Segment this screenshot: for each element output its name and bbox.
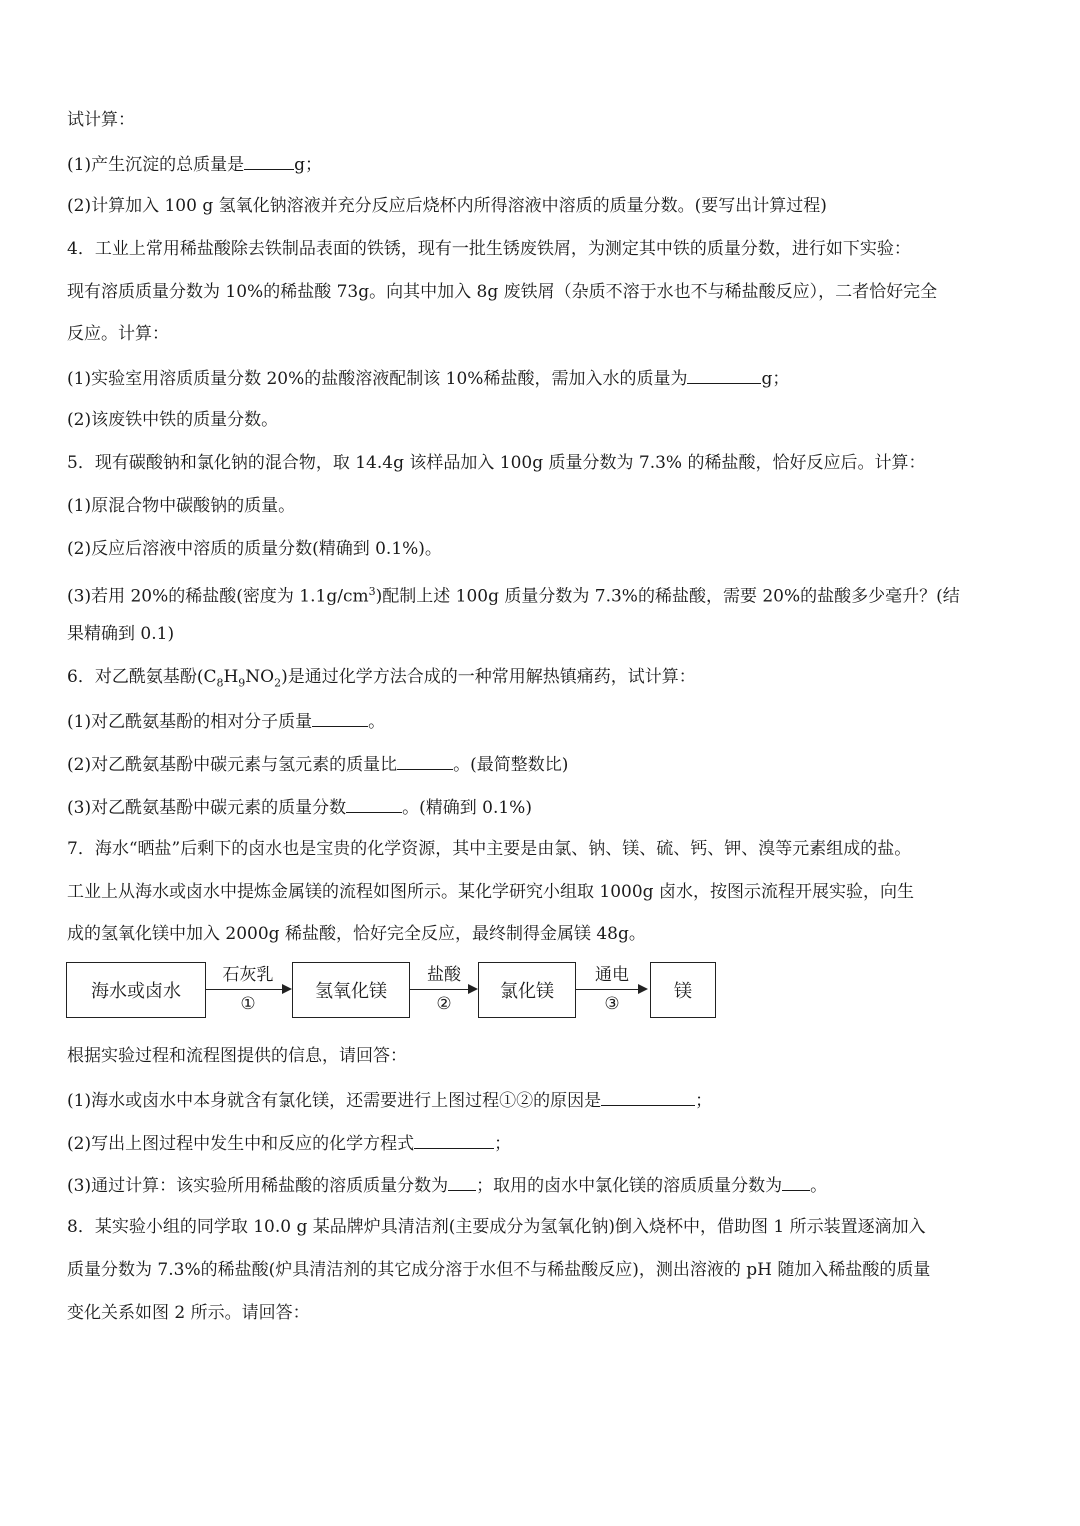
text-line (67, 708, 385, 734)
flow-arrow-step: ① (240, 994, 256, 1014)
text-line (67, 1258, 930, 1282)
question-5-text: 果精确到 0.1) (67, 624, 175, 644)
question-text: (1)产生沉淀的总质量是 (67, 155, 245, 175)
answer-blank (397, 751, 453, 770)
flow-box-seawater: 海水或卤水 (66, 962, 206, 1018)
question-7-text: 成的氢氧化镁中加入 2000g 稀盐酸，恰好完全反应，最终制得金属镁 48g。 (67, 924, 646, 944)
flow-box-magnesium: 镁 (650, 962, 716, 1018)
subscript: 2 (274, 676, 282, 690)
question-7-text: (1)海水或卤水中本身就含有氯化镁，还需要进行上图过程①②的原因是 (67, 1091, 602, 1111)
text-line (67, 1301, 310, 1325)
superscript: 3 (368, 585, 376, 598)
flow-arrow-step: ③ (604, 994, 620, 1014)
question-text: g； (294, 155, 322, 175)
question-6-text: 。 (368, 712, 386, 732)
question-7-text: ；取用的卤水中氯化镁的溶质质量分数为 (476, 1176, 783, 1196)
answer-blank (448, 1172, 476, 1191)
question-8-text: 8．某实验小组的同学取 10.0 g 某品牌炉具清洁剂(主要成分为氢氧化钠)倒入烧杯中，借助图 1 所示装置逐滴加入 (67, 1217, 926, 1237)
text-line (67, 280, 937, 304)
text-line (67, 494, 295, 518)
text-line (67, 1087, 712, 1113)
arrow-head-icon (468, 984, 478, 994)
question-5-text: (1)原混合物中碳酸钠的质量。 (67, 496, 296, 516)
flow-arrow-label: 石灰乳 (222, 965, 274, 985)
question-6-text: (1)对乙酰氨基酚的相对分子质量 (67, 712, 313, 732)
answer-blank (346, 794, 402, 813)
flow-box-magnesium-hydroxide: 氢氧化镁 (292, 962, 410, 1018)
text-line (67, 151, 322, 177)
process-flow-diagram (66, 958, 726, 1024)
text-line (67, 794, 532, 820)
question-4-text: (2)该废铁中铁的质量分数。 (67, 410, 279, 430)
question-5-text: (2)反应后溶液中溶质的质量分数(精确到 0.1%)。 (67, 539, 442, 559)
answer-blank (414, 1130, 494, 1149)
text-line (67, 365, 789, 391)
text-line (67, 880, 914, 904)
question-8-text: 变化关系如图 2 所示。请回答： (67, 1303, 310, 1323)
question-4-text: g； (761, 369, 790, 389)
question-7-text: (2)写出上图过程中发生中和反应的化学方程式 (67, 1134, 415, 1154)
question-7-text: 。 (810, 1176, 828, 1196)
answer-blank (687, 365, 761, 384)
question-6-text: 。(精确到 0.1%) (402, 798, 532, 818)
text-line (67, 322, 169, 346)
text-line (67, 622, 174, 646)
subscript: 9 (238, 676, 246, 690)
question-7-text: ； (695, 1091, 713, 1111)
question-4-text: 4．工业上常用稀盐酸除去铁制品表面的铁锈，现有一批生锈废铁屑，为测定其中铁的质量分数，进行如下实验： (67, 239, 911, 259)
flow-arrow-line (206, 989, 282, 990)
intro-text: 试计算： (67, 110, 135, 130)
answer-blank (601, 1087, 695, 1106)
text-line (67, 1172, 827, 1198)
text-line (67, 537, 442, 561)
question-8-text: 质量分数为 7.3%的稀盐酸(炉具清洁剂的其它成分溶于水但不与稀盐酸反应)，测出溶液的 pH 随加入稀盐酸的质量 (67, 1260, 931, 1280)
question-6-text: H (223, 667, 239, 687)
answer-blank (244, 151, 294, 170)
question-6-text: 6．对乙酰氨基酚(C (67, 667, 217, 687)
question-6-text: NO (245, 667, 275, 687)
question-6-text: (3)对乙酰氨基酚中碳元素的质量分数 (67, 798, 347, 818)
flow-arrow-line (576, 989, 638, 990)
text-line (67, 837, 911, 861)
question-4-text: 现有溶质质量分数为 10%的稀盐酸 73g。向其中加入 8g 废铁屑（杂质不溶于水也不与稀盐酸反应），二者恰好完全 (67, 282, 938, 302)
flow-arrow-step: ② (436, 994, 452, 1014)
question-4-text: 反应。计算： (67, 324, 169, 344)
text-line (67, 237, 911, 261)
question-7-text: (3)通过计算：该实验所用稀盐酸的溶质质量分数为 (67, 1176, 449, 1196)
subscript: 8 (216, 676, 224, 690)
text-line (67, 194, 827, 218)
text-line (67, 1130, 511, 1156)
text-line (67, 408, 278, 432)
question-7-text: 根据实验过程和流程图提供的信息，请回答： (67, 1046, 407, 1066)
text-line (67, 1215, 926, 1239)
question-5-text: (3)若用 20%的稀盐酸(密度为 1.1g/cm (67, 586, 369, 607)
answer-blank (782, 1172, 810, 1191)
text-line (67, 108, 135, 132)
flow-box-magnesium-chloride: 氯化镁 (478, 962, 576, 1018)
question-6-text: 。(最简整数比) (453, 755, 569, 775)
text-line (67, 751, 568, 777)
flow-arrow-line (410, 989, 468, 990)
answer-blank (312, 708, 368, 727)
flow-arrow-label: 通电 (595, 965, 629, 985)
question-7-text: ； (494, 1134, 512, 1154)
text-line (67, 922, 646, 946)
flow-arrow-label: 盐酸 (427, 965, 461, 985)
question-6-text: (2)对乙酰氨基酚中碳元素与氢元素的质量比 (67, 755, 398, 775)
question-text: (2)计算加入 100 g 氢氧化钠溶液并充分反应后烧杯内所得溶液中溶质的质量分数。(要写出计算过程) (67, 196, 827, 216)
text-line (67, 451, 926, 475)
question-6-text: )是通过化学方法合成的一种常用解热镇痛药，试计算： (281, 667, 696, 687)
question-5-text: 5．现有碳酸钠和氯化钠的混合物，取 14.4g 该样品加入 100g 质量分数为 7.3% 的稀盐酸，恰好反应后。计算： (67, 453, 926, 473)
arrow-head-icon (282, 984, 292, 994)
question-7-text: 7．海水“晒盐”后剩下的卤水也是宝贵的化学资源，其中主要是由氯、钠、镁、硫、钙、钾、溴等元素组成的盐。 (67, 839, 912, 859)
text-line (67, 580, 960, 609)
arrow-head-icon (638, 984, 648, 994)
question-4-text: (1)实验室用溶质质量分数 20%的盐酸溶液配制该 10%稀盐酸，需加入水的质量为 (67, 369, 688, 389)
text-line (67, 1044, 407, 1068)
text-line (67, 665, 696, 695)
question-7-text: 工业上从海水或卤水中提炼金属镁的流程如图所示。某化学研究小组取 1000g 卤水，按图示流程开展实验，向生 (67, 882, 914, 902)
question-5-text: )配制上述 100g 质量分数为 7.3%的稀盐酸，需要 20%的盐酸多少毫升？(结 (375, 586, 960, 607)
